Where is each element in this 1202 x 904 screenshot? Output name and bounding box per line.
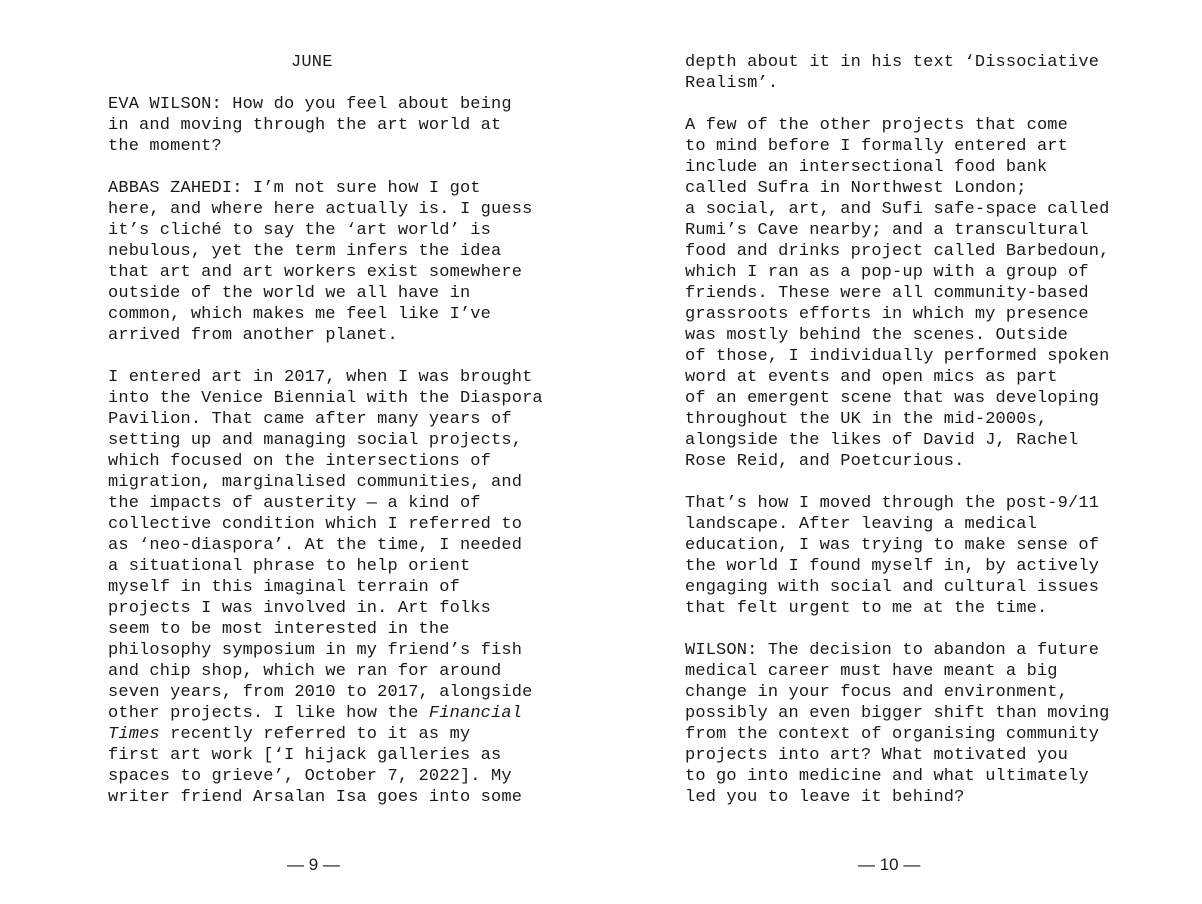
text-line: and chip shop, which we ran for around	[108, 662, 502, 681]
text-line: ABBAS ZAHEDI: I’m not sure how I got	[108, 179, 481, 198]
text-line: of those, I individually performed spoken	[685, 347, 1110, 366]
text-line: Rumi’s Cave nearby; and a transcultural	[685, 221, 1089, 240]
text-line: to go into medicine and what ultimately	[685, 767, 1089, 786]
text-line: EVA WILSON: How do you feel about being	[108, 95, 512, 114]
paragraph-answer-4	[685, 493, 1109, 619]
text-line: food and drinks project called Barbedoun,	[685, 242, 1110, 261]
text-line: medical career must have meant a big	[685, 662, 1058, 681]
text-line: writer friend Arsalan Isa goes into some	[108, 788, 523, 807]
text-line: Realism’.	[685, 74, 779, 93]
text-line: in and moving through the art world at	[108, 116, 502, 135]
text-run: other projects. I like how the	[108, 704, 429, 723]
text-line: a social, art, and Sufi safe-space called	[685, 200, 1110, 219]
text-line: from the context of organising community	[685, 725, 1100, 744]
text-line: friends. These were all community-based	[685, 284, 1089, 303]
text-line: setting up and managing social projects,	[108, 431, 523, 450]
text-line-with-italic	[108, 724, 543, 745]
right-text-column	[685, 52, 1109, 808]
text-line: as ‘neo-diaspora’. At the time, I needed	[108, 536, 523, 555]
paragraph-continuation	[685, 52, 1109, 94]
text-line: alongside the likes of David J, Rachel	[685, 431, 1079, 450]
page-number: — 9 —	[287, 855, 340, 874]
text-line: first art work [‘I hijack galleries as	[108, 746, 502, 765]
text-line: education, I was trying to make sense of	[685, 536, 1100, 555]
publication-title-italic: Financial	[428, 704, 523, 723]
text-line: the impacts of austerity — a kind of	[108, 494, 481, 513]
text-line: led you to leave it behind?	[685, 788, 965, 807]
paragraph-answer-2	[108, 367, 543, 808]
text-line: migration, marginalised communities, and	[108, 473, 523, 492]
text-line: outside of the world we all have in	[108, 284, 471, 303]
text-line: grassroots efforts in which my presence	[685, 305, 1089, 324]
text-line: a situational phrase to help orient	[108, 557, 471, 576]
text-line: the moment?	[108, 137, 222, 156]
text-line: That’s how I moved through the post-9/11	[685, 494, 1100, 513]
text-line: projects I was involved in. Art folks	[108, 599, 492, 618]
text-line: collective condition which I referred to	[108, 515, 523, 534]
right-page	[601, 0, 1202, 904]
text-line: depth about it in his text ‘Dissociative	[685, 53, 1100, 72]
text-line: projects into art? What motivated you	[685, 746, 1069, 765]
running-head: JUNE	[291, 53, 333, 72]
text-line: was mostly behind the scenes. Outside	[685, 326, 1069, 345]
text-line: to mind before I formally entered art	[685, 137, 1069, 156]
text-line: include an intersectional food bank	[685, 158, 1048, 177]
paragraph-answer-3	[685, 115, 1109, 472]
page-number: — 10 —	[858, 855, 921, 874]
text-line: I entered art in 2017, when I was brought	[108, 368, 533, 387]
text-line: of an emergent scene that was developing	[685, 389, 1100, 408]
text-line: arrived from another planet.	[108, 326, 398, 345]
text-line: engaging with social and cultural issues	[685, 578, 1100, 597]
text-line: seven years, from 2010 to 2017, alongside	[108, 683, 533, 702]
text-line: that felt urgent to me at the time.	[685, 599, 1048, 618]
text-line: WILSON: The decision to abandon a future	[685, 641, 1100, 660]
text-line: which focused on the intersections of	[108, 452, 492, 471]
text-line: into the Venice Biennial with the Diaspora	[108, 389, 543, 408]
left-text-column	[108, 94, 543, 808]
text-line: called Sufra in Northwest London;	[685, 179, 1027, 198]
text-line: it’s cliché to say the ‘art world’ is	[108, 221, 492, 240]
text-line: Pavilion. That came after many years of	[108, 410, 512, 429]
text-line: spaces to grieve’, October 7, 2022]. My	[108, 767, 512, 786]
text-line: landscape. After leaving a medical	[685, 515, 1037, 534]
text-line: Rose Reid, and Poetcurious.	[685, 452, 965, 471]
text-line: change in your focus and environment,	[685, 683, 1069, 702]
text-line: that art and art workers exist somewhere	[108, 263, 523, 282]
publication-title-italic: Times	[108, 725, 160, 744]
text-line: philosophy symposium in my friend’s fish	[108, 641, 523, 660]
paragraph-answer-1	[108, 178, 543, 346]
text-line: the world I found myself in, by actively	[685, 557, 1100, 576]
text-line: which I ran as a pop-up with a group of	[685, 263, 1089, 282]
text-line: myself in this imaginal terrain of	[108, 578, 460, 597]
text-line: word at events and open mics as part	[685, 368, 1058, 387]
text-line-with-italic	[108, 703, 543, 724]
text-line: nebulous, yet the term infers the idea	[108, 242, 502, 261]
text-line: seem to be most interested in the	[108, 620, 450, 639]
text-line: here, and where here actually is. I guess	[108, 200, 533, 219]
text-line: common, which makes me feel like I’ve	[108, 305, 492, 324]
text-line: possibly an even bigger shift than moving	[685, 704, 1110, 723]
text-run: recently referred to it as my	[159, 725, 471, 744]
paragraph-question-2	[685, 640, 1109, 808]
text-line: throughout the UK in the mid-2000s,	[685, 410, 1048, 429]
text-line: A few of the other projects that come	[685, 116, 1069, 135]
paragraph-question-1	[108, 94, 543, 157]
